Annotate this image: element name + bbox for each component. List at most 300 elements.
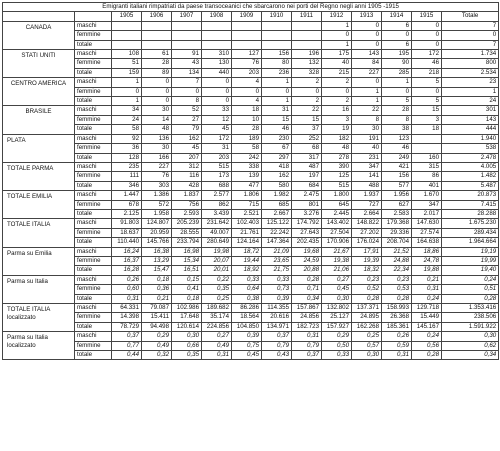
value-cell: 0,28 <box>382 294 412 303</box>
value-cell: 102.986 <box>172 304 202 313</box>
value-cell: 0,59 <box>382 341 412 350</box>
value-cell: 580 <box>262 181 292 190</box>
table-row <box>3 247 499 256</box>
value-cell: 166 <box>142 153 172 162</box>
value-cell: 444 <box>442 125 499 134</box>
value-cell: 16,51 <box>172 266 202 275</box>
value-cell: 0,18 <box>142 275 172 284</box>
value-cell: 127 <box>232 50 262 59</box>
value-cell: 2.577 <box>202 191 232 200</box>
value-cell: 1 <box>442 87 499 96</box>
sex-label: maschi <box>75 332 112 341</box>
value-cell: 1.675.230 <box>442 219 499 228</box>
value-cell: 14 <box>142 115 172 124</box>
value-cell: 22.242 <box>262 228 292 237</box>
value-cell: 28.555 <box>172 228 202 237</box>
value-cell: 1.956 <box>382 191 412 200</box>
value-cell: 3 <box>412 115 442 124</box>
value-cell: 91 <box>172 50 202 59</box>
value-cell: 136 <box>142 134 172 143</box>
value-cell: 36 <box>112 144 142 153</box>
value-cell: 301 <box>442 106 499 115</box>
value-cell: 156 <box>382 172 412 181</box>
value-cell: 205.239 <box>172 219 202 228</box>
value-cell: 18,32 <box>352 266 382 275</box>
value-cell: 64.331 <box>112 304 142 313</box>
table-row <box>3 228 499 237</box>
value-cell: 132 <box>292 59 322 68</box>
value-cell <box>202 40 232 49</box>
value-cell: 24,78 <box>412 256 442 265</box>
year-header-row <box>3 12 499 21</box>
value-cell: 0,31 <box>382 351 412 360</box>
value-cell <box>232 31 262 40</box>
value-cell: 227 <box>142 162 172 171</box>
value-cell: 0,35 <box>202 285 232 294</box>
year-header: 1911 <box>292 12 322 21</box>
value-cell: 40 <box>352 144 382 153</box>
value-cell: 26.368 <box>382 313 412 322</box>
value-cell: 145.766 <box>142 238 172 247</box>
value-cell: 172 <box>202 134 232 143</box>
value-cell: 31 <box>202 144 232 153</box>
value-cell: 0 <box>142 87 172 96</box>
value-cell: 0,32 <box>142 351 172 360</box>
value-cell: 1 <box>322 40 352 49</box>
sex-label: totale <box>75 209 112 218</box>
value-cell: 0,37 <box>292 351 322 360</box>
value-cell: 0 <box>202 87 232 96</box>
value-cell: 124.807 <box>142 219 172 228</box>
value-cell: 24.856 <box>292 313 322 322</box>
value-cell: 0,37 <box>262 332 292 341</box>
value-cell: 160 <box>412 153 442 162</box>
value-cell: 1 <box>112 97 142 106</box>
value-cell: 1.591.922 <box>442 322 499 331</box>
value-cell: 7 <box>442 40 499 49</box>
table-row <box>3 31 499 40</box>
value-cell: 1.937 <box>352 191 382 200</box>
sex-label: maschi <box>75 304 112 313</box>
sex-label: femmine <box>75 115 112 124</box>
value-cell: 390 <box>322 162 352 171</box>
value-cell <box>262 40 292 49</box>
value-cell: 0 <box>202 97 232 106</box>
value-cell: 124.164 <box>232 238 262 247</box>
value-cell: 4.005 <box>442 162 499 171</box>
value-cell: 487 <box>292 162 322 171</box>
value-cell: 143.402 <box>322 219 352 228</box>
table-row <box>3 172 499 181</box>
value-cell: 0 <box>382 31 412 40</box>
value-cell: 0,51 <box>442 285 499 294</box>
value-cell: 80 <box>262 59 292 68</box>
value-cell: 0,28 <box>412 351 442 360</box>
table-row <box>3 294 499 303</box>
value-cell: 24 <box>112 115 142 124</box>
year-header: 1905 <box>112 12 142 21</box>
table-row <box>3 341 499 350</box>
value-cell: 0,56 <box>412 341 442 350</box>
value-cell: 179.368 <box>382 219 412 228</box>
value-cell: 102.403 <box>232 219 262 228</box>
value-cell: 78.729 <box>112 322 142 331</box>
value-cell: 20,07 <box>202 256 232 265</box>
value-cell: 428 <box>172 181 202 190</box>
region-label: Parma su Italia <box>3 275 75 303</box>
value-cell: 19,99 <box>442 256 499 265</box>
value-cell: 17,91 <box>352 247 382 256</box>
region-label: TOTALE ITALIA <box>3 219 75 247</box>
value-cell: 130 <box>202 59 232 68</box>
value-cell: 0,37 <box>112 332 142 341</box>
value-cell: 1.958 <box>142 209 172 218</box>
value-cell: 215 <box>322 68 352 77</box>
value-cell: 51 <box>112 59 142 68</box>
value-cell: 18,86 <box>412 247 442 256</box>
sex-label: femmine <box>75 256 112 265</box>
value-cell: 134 <box>172 68 202 77</box>
value-cell: 0,50 <box>322 341 352 350</box>
value-cell: 24 <box>442 97 499 106</box>
value-cell <box>412 144 442 153</box>
table-row <box>3 115 499 124</box>
value-cell: 0,60 <box>112 285 142 294</box>
value-cell: 104.850 <box>232 322 262 331</box>
value-cell: 727 <box>352 200 382 209</box>
table-title: Emigranti italiani rimpatriati da paese transoceanici che sbarcarono nei porti del Regno negli anni 1905 -1915 <box>3 3 499 12</box>
value-cell: 6 <box>382 21 412 30</box>
sex-label: femmine <box>75 341 112 350</box>
table-row <box>3 275 499 284</box>
value-cell: 2.583 <box>382 209 412 218</box>
value-cell: 800 <box>442 59 499 68</box>
value-cell: 91.803 <box>112 219 142 228</box>
value-cell: 27.574 <box>412 228 442 237</box>
value-cell: 134.971 <box>262 322 292 331</box>
value-cell: 15 <box>262 115 292 124</box>
table-row <box>3 68 499 77</box>
value-cell: 76 <box>232 59 262 68</box>
value-cell: 0,64 <box>232 285 262 294</box>
value-cell: 0 <box>292 87 322 96</box>
value-cell: 189 <box>232 134 262 143</box>
sex-label: femmine <box>75 87 112 96</box>
value-cell: 0,41 <box>172 285 202 294</box>
value-cell: 0,49 <box>142 341 172 350</box>
value-cell: 137.371 <box>352 304 382 313</box>
sex-label: totale <box>75 40 112 49</box>
value-cell: 8 <box>352 115 382 124</box>
value-cell: 0,30 <box>322 294 352 303</box>
value-cell <box>142 31 172 40</box>
table-row <box>3 266 499 275</box>
value-cell: 0 <box>142 78 172 87</box>
value-cell: 58 <box>232 144 262 153</box>
region-label: PLATA <box>3 134 75 162</box>
value-cell: 202.435 <box>292 238 322 247</box>
value-cell: 162 <box>172 134 202 143</box>
value-cell: 162.268 <box>352 322 382 331</box>
value-cell: 0,62 <box>442 341 499 350</box>
value-cell: 0,31 <box>412 285 442 294</box>
value-cell: 20.873 <box>442 191 499 200</box>
value-cell: 230 <box>262 134 292 143</box>
value-cell: 203 <box>232 68 262 77</box>
title-row <box>3 3 499 12</box>
value-cell: 2.521 <box>232 209 262 218</box>
value-cell: 128 <box>112 153 142 162</box>
value-cell: 37 <box>292 125 322 134</box>
value-cell <box>112 21 142 30</box>
value-cell: 125.122 <box>262 219 292 228</box>
value-cell: 1.482 <box>442 172 499 181</box>
sex-label: totale <box>75 322 112 331</box>
value-cell: 7 <box>442 21 499 30</box>
value-cell: 4 <box>232 97 262 106</box>
value-cell: 170.906 <box>322 238 352 247</box>
value-cell: 207 <box>172 153 202 162</box>
value-cell: 1 <box>112 78 142 87</box>
value-cell: 23,65 <box>262 256 292 265</box>
sex-label: femmine <box>75 200 112 209</box>
sex-label: femmine <box>75 313 112 322</box>
value-cell: 12 <box>202 115 232 124</box>
value-cell: 477 <box>232 181 262 190</box>
value-cell: 28 <box>142 59 172 68</box>
value-cell: 92 <box>112 134 142 143</box>
value-cell: 19,68 <box>292 247 322 256</box>
value-cell: 0,27 <box>322 275 352 284</box>
value-cell: 1 <box>262 78 292 87</box>
value-cell: 61 <box>142 50 172 59</box>
value-cell: 23 <box>442 78 499 87</box>
year-header: 1907 <box>172 12 202 21</box>
value-cell: 5 <box>412 78 442 87</box>
value-cell: 2.017 <box>412 209 442 218</box>
value-cell: 141 <box>352 172 382 181</box>
value-cell: 0,75 <box>232 341 262 350</box>
value-cell: 79 <box>172 125 202 134</box>
value-cell: 1.982 <box>262 191 292 200</box>
value-cell: 0,24 <box>412 294 442 303</box>
value-cell: 2.475 <box>292 191 322 200</box>
value-cell: 303 <box>142 181 172 190</box>
value-cell: 317 <box>292 153 322 162</box>
value-cell: 0 <box>112 87 142 96</box>
value-cell: 114.355 <box>262 304 292 313</box>
header-blank-region <box>3 12 75 21</box>
value-cell: 278 <box>322 153 352 162</box>
value-cell: 0,25 <box>352 332 382 341</box>
sex-label: femmine <box>75 31 112 40</box>
value-cell: 195 <box>382 50 412 59</box>
value-cell: 16,24 <box>112 247 142 256</box>
value-cell: 0 <box>202 78 232 87</box>
value-cell: 0 <box>382 87 412 96</box>
value-cell: 236 <box>262 68 292 77</box>
region-label: BRASILE <box>3 106 75 134</box>
value-cell: 18 <box>232 106 262 115</box>
value-cell: 0 <box>412 87 442 96</box>
value-cell: 0,31 <box>202 351 232 360</box>
year-header: 1914 <box>382 12 412 21</box>
value-cell: 111 <box>112 172 142 181</box>
value-cell: 0,28 <box>442 294 499 303</box>
value-cell <box>172 40 202 49</box>
value-cell: 86.286 <box>232 304 262 313</box>
sex-label: totale <box>75 125 112 134</box>
value-cell: 0,21 <box>142 294 172 303</box>
emigration-table <box>2 2 499 360</box>
value-cell: 19 <box>322 125 352 134</box>
value-cell: 1 <box>262 97 292 106</box>
value-cell <box>172 21 202 30</box>
table-row <box>3 78 499 87</box>
value-cell: 16 <box>322 106 352 115</box>
value-cell: 191 <box>352 134 382 143</box>
region-label: CENTRO AMERICA <box>3 78 75 106</box>
value-cell: 40 <box>322 59 352 68</box>
value-cell: 19,98 <box>202 247 232 256</box>
value-cell: 688 <box>202 181 232 190</box>
value-cell: 1.447 <box>112 191 142 200</box>
value-cell: 2.667 <box>262 209 292 218</box>
value-cell: 84 <box>352 59 382 68</box>
value-cell: 18,72 <box>232 247 262 256</box>
value-cell: 2.593 <box>172 209 202 218</box>
value-cell: 2 <box>292 78 322 87</box>
value-cell: 24,88 <box>382 256 412 265</box>
value-cell: 15,47 <box>142 266 172 275</box>
value-cell: 280.649 <box>202 238 232 247</box>
value-cell: 22,34 <box>382 266 412 275</box>
value-cell: 196 <box>292 50 322 59</box>
value-cell: 148.822 <box>352 219 382 228</box>
value-cell: 17.648 <box>172 313 202 322</box>
value-cell: 35.174 <box>202 313 232 322</box>
value-cell: 157.927 <box>322 322 352 331</box>
table-row <box>3 238 499 247</box>
value-cell: 0,38 <box>232 294 262 303</box>
value-cell: 116 <box>172 172 202 181</box>
sex-label: femmine <box>75 285 112 294</box>
value-cell: 0,26 <box>382 332 412 341</box>
value-cell: 48 <box>322 144 352 153</box>
sex-label: femmine <box>75 144 112 153</box>
value-cell: 123 <box>382 134 412 143</box>
value-cell: 0,24 <box>412 332 442 341</box>
value-cell: 224.856 <box>202 322 232 331</box>
value-cell <box>142 21 172 30</box>
value-cell: 2 <box>322 97 352 106</box>
table-row <box>3 87 499 96</box>
value-cell: 1 <box>352 87 382 96</box>
value-cell: 19,44 <box>232 256 262 265</box>
sex-label: totale <box>75 68 112 77</box>
value-cell: 0,30 <box>352 351 382 360</box>
table-row <box>3 21 499 30</box>
value-cell: 0,52 <box>352 285 382 294</box>
value-cell: 0,49 <box>202 341 232 350</box>
year-header: 1908 <box>202 12 232 21</box>
value-cell: 143 <box>442 115 499 124</box>
value-cell: 0,21 <box>412 275 442 284</box>
value-cell: 0 <box>142 97 172 106</box>
value-cell: 238.506 <box>442 313 499 322</box>
value-cell: 182.723 <box>292 322 322 331</box>
value-cell: 86 <box>412 172 442 181</box>
value-cell: 328 <box>292 68 322 77</box>
value-cell <box>232 40 262 49</box>
year-header: 1906 <box>142 12 172 21</box>
value-cell <box>202 31 232 40</box>
value-cell: 310 <box>202 50 232 59</box>
value-cell <box>232 21 262 30</box>
value-cell: 90 <box>382 59 412 68</box>
value-cell: 15 <box>292 115 322 124</box>
header-blank-sex <box>75 12 112 21</box>
value-cell: 7.415 <box>442 200 499 209</box>
value-cell: 0 <box>232 87 262 96</box>
value-cell: 0,31 <box>292 332 322 341</box>
value-cell: 159 <box>112 68 142 77</box>
value-cell <box>412 134 442 143</box>
value-cell: 139 <box>232 172 262 181</box>
table-row <box>3 313 499 322</box>
value-cell: 19,88 <box>412 266 442 275</box>
value-cell: 21,09 <box>262 247 292 256</box>
region-label: TOTALE PARMA <box>3 162 75 190</box>
value-cell <box>202 21 232 30</box>
value-cell: 28.288 <box>442 209 499 218</box>
table-row <box>3 256 499 265</box>
value-cell: 27.643 <box>292 228 322 237</box>
value-cell: 0 <box>322 31 352 40</box>
value-cell: 862 <box>202 200 232 209</box>
value-cell: 1.800 <box>322 191 352 200</box>
value-cell: 3 <box>322 115 352 124</box>
value-cell: 2 <box>322 78 352 87</box>
value-cell: 1.837 <box>172 191 202 200</box>
table-row <box>3 144 499 153</box>
value-cell: 110.440 <box>112 238 142 247</box>
value-cell: 0,43 <box>262 351 292 360</box>
value-cell <box>292 31 322 40</box>
sex-label: maschi <box>75 191 112 200</box>
value-cell: 7 <box>172 78 202 87</box>
value-cell: 15.449 <box>412 313 442 322</box>
value-cell: 19,38 <box>322 256 352 265</box>
value-cell: 0,35 <box>172 351 202 360</box>
table-row <box>3 200 499 209</box>
value-cell: 20,01 <box>202 266 232 275</box>
sex-label: femmine <box>75 59 112 68</box>
value-cell: 678 <box>112 200 142 209</box>
value-cell: 0 <box>412 21 442 30</box>
value-cell: 756 <box>172 200 202 209</box>
value-cell: 20.616 <box>262 313 292 322</box>
value-cell: 218 <box>412 68 442 77</box>
value-cell: 129.718 <box>412 304 442 313</box>
value-cell: 76 <box>142 172 172 181</box>
value-cell: 46 <box>412 59 442 68</box>
value-cell: 0,45 <box>322 285 352 294</box>
value-cell: 89 <box>142 68 172 77</box>
sex-label: totale <box>75 181 112 190</box>
sex-label: maschi <box>75 247 112 256</box>
value-cell: 18 <box>412 125 442 134</box>
